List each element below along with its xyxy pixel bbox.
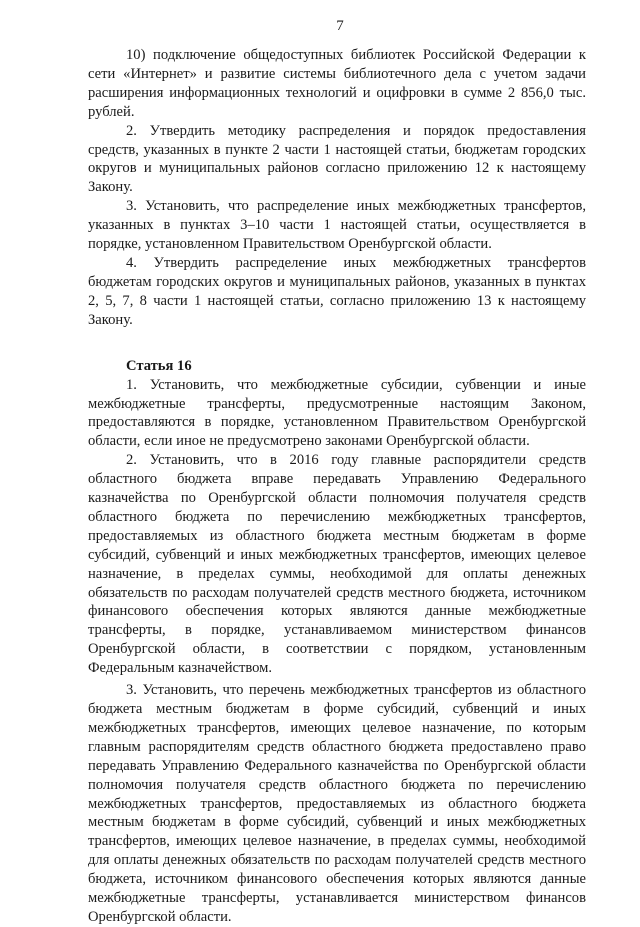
article16-paragraph-3: 3. Установить, что перечень межбюджетных трансфертов из областного бюджета местным бюджетам в форме субсидий, субвенций и иных межбюджетных трансфертов, имеющих целевое назначение, по которым главным распорядителям средств областного бюджета предоставлено право передавать Управлению Федерального казначейства по Оренбургской области полномочия получателя средств областного бюджета по перечислению межбюджетных трансфертов, предоставляемых из областного бюджета местным бюджетам в форме субсидий, субвенций и иных межбюджетных трансфертов, имеющих целевое назначение, в пределах суммы, необходимой для оплаты денежных обязательств по расходам получателей средств местного бюджета, источником финансового обеспечения которых являются данные межбюджетные трансферты, устанавливается министерством финансов Оренбургской области.: [88, 682, 586, 925]
article15-paragraph-4: 4. Утвердить распределение иных межбюджетных трансфертов бюджетам городских округов и муниципальных районов, указанных в пунктах 2, 5, 7, 8 части 1 настоящей статьи, согласно приложению 13 к настоящему Закону.: [88, 254, 586, 328]
page-number: 7: [336, 18, 344, 34]
article15-paragraph-3: 3. Установить, что распределение иных межбюджетных трансфертов, указанных в пунктах 3–10 части 1 настоящей статьи, осуществляется в порядке, установленном Правительством Оренбургской области.: [88, 198, 586, 253]
article16-paragraph-2: 2. Установить, что в 2016 году главные распорядители средств областного бюджета вправе передавать Управлению Федерального казначейства по Оренбургской области полномочия получателя средств областного бюджета по перечислению межбюджетных трансфертов, предоставляемых из областного бюджета местным бюджетам в форме субсидий, субвенций и иных межбюджетных трансфертов, имеющих целевое назначение, в пределах суммы, необходимой для оплаты денежных обязательств по расходам получателей средств местного бюджета, источником финансового обеспечения которых являются данные межбюджетные трансферты, в порядке, устанавливаемом министерством финансов Оренбургской области, в соответствии с порядком, установленным Федеральным казначейством.: [88, 452, 586, 677]
item-10-paragraph: 10) подключение общедоступных библиотек Российской Федерации к сети «Интернет» и развитие системы библиотечного дела с учетом задачи расширения информационных технологий и оцифровки в сумме 2 856,0 тыс. рублей.: [88, 47, 586, 120]
document-body: [88, 46, 586, 927]
article15-paragraph-2: 2. Утвердить методику распределения и порядок предоставления средств, указанных в пункте 2 части 1 настоящей статьи, бюджетам городских округов и муниципальных районов согласно приложению 12 к настоящему Закону.: [88, 122, 586, 196]
article-16-title: Статья 16: [126, 357, 192, 374]
article16-paragraph-1: 1. Установить, что межбюджетные субсидии, субвенции и иные межбюджетные трансферты, предусмотренные настоящим Законом, предоставляются в порядке, установленном Правительством Оренбургской области, если иное не предусмотрено законами Оренбургской области.: [88, 376, 586, 450]
